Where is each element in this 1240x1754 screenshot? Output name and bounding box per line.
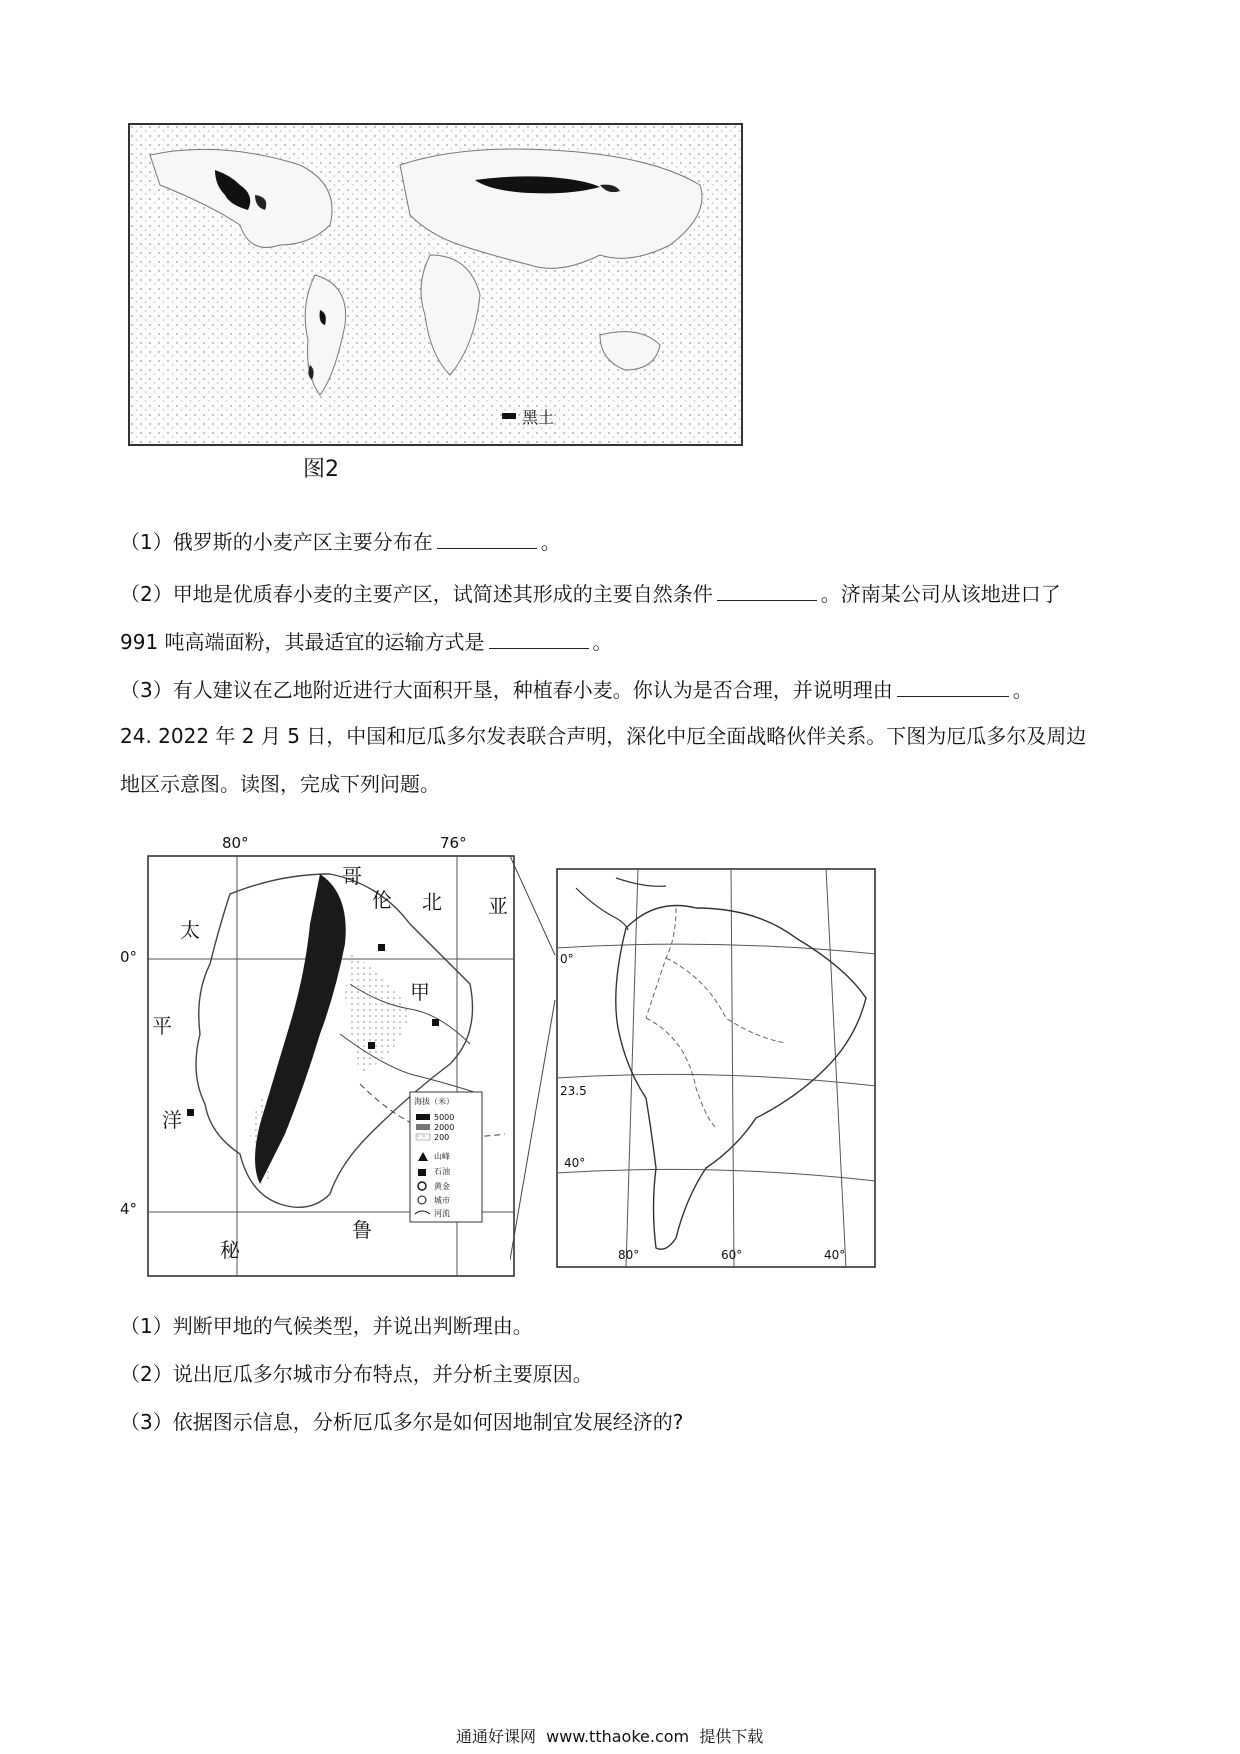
lon-label-80: 80° (222, 834, 249, 852)
q23-part2-mid: 。济南某公司从该地进口了 (820, 582, 1061, 606)
place-yang: 洋 (162, 1108, 182, 1132)
answer-blank[interactable] (897, 676, 1009, 697)
answer-blank[interactable] (717, 580, 817, 601)
q24-intro-line2: 地区示意图。读图，完成下列问题。 (120, 772, 440, 796)
legend-river: 河流 (434, 1209, 450, 1218)
sa-lon-40: 40° (824, 1248, 846, 1262)
lat-label-0: 0° (120, 948, 138, 966)
q23-part3-end: 。 (1012, 678, 1033, 702)
figure2-map (128, 123, 743, 446)
q23-part2-text: （2）甲地是优质春小麦的主要产区，试简述其形成的主要自然条件 (120, 582, 713, 606)
legend-oil: 石油 (434, 1167, 450, 1176)
legend-gold: 黄金 (434, 1182, 450, 1191)
sa-lat-23-5: 23.5 (560, 1084, 587, 1098)
place-tai: 太 (180, 918, 200, 942)
figure2-caption: 图2 (303, 457, 339, 482)
q23-part3-text: （3）有人建议在乙地附近进行大面积开垦，种植春小麦。你认为是否合理，并说明理由 (120, 678, 893, 702)
place-jia: 甲 (410, 980, 430, 1004)
q23-part3 (120, 676, 1033, 704)
place-lun: 伦 (372, 888, 392, 912)
place-lu: 鲁 (352, 1218, 372, 1242)
q24-part3: （3）依据图示信息，分析厄瓜多尔是如何因地制宜发展经济的? (120, 1410, 684, 1434)
legend-city: 城市 (434, 1196, 450, 1205)
ecuador-map-graphic (110, 834, 520, 1286)
q23-part2-line1 (120, 580, 1061, 608)
legend-200: 200 (434, 1133, 450, 1142)
answer-blank[interactable] (437, 528, 537, 549)
sa-lon-80: 80° (618, 1248, 640, 1262)
place-ping: 平 (152, 1014, 172, 1038)
answer-blank[interactable] (489, 628, 589, 649)
legend-peak: 山峰 (434, 1152, 450, 1161)
legend-title: 海拔（米） (414, 1097, 454, 1106)
south-america-map-graphic (556, 868, 876, 1268)
place-bi: 秘 (220, 1238, 240, 1262)
q24-part2: （2）说出厄瓜多尔城市分布特点，并分析主要原因。 (120, 1362, 593, 1386)
lon-label-76: 76° (440, 834, 467, 852)
place-bei: 北 (422, 890, 442, 914)
ecuador-map (110, 834, 520, 1286)
q23-part1-end: 。 (540, 530, 561, 554)
legend-5000: 5000 (434, 1113, 455, 1122)
sa-lon-60: 60° (721, 1248, 743, 1262)
q23-part2-line2-text: 991 吨高端面粉，其最适宜的运输方式是 (120, 630, 485, 654)
legend-2000: 2000 (434, 1123, 455, 1132)
world-map-graphic (130, 125, 741, 444)
sa-lat-0: 0° (560, 952, 574, 966)
page-footer: 通通好课网 www.tthaoke.com 提供下载 (456, 1727, 764, 1746)
lat-label-4: 4° (120, 1200, 138, 1218)
q24-part1: （1）判断甲地的气候类型，并说出判断理由。 (120, 1314, 533, 1338)
map-connector (510, 850, 560, 1270)
q23-part1 (120, 528, 561, 556)
sa-lat-40: 40° (564, 1156, 586, 1170)
figure2-legend-text: 黑土 (522, 408, 555, 427)
south-america-map (556, 868, 876, 1268)
q24-intro-line1: 24. 2022 年 2 月 5 日，中国和厄瓜多尔发表联合声明，深化中厄全面战略伙伴关系。下图为厄瓜多尔及周边 (120, 724, 1087, 748)
q23-part2-end: 。 (592, 630, 613, 654)
q23-part1-text: （1）俄罗斯的小麦产区主要分布在 (120, 530, 433, 554)
q23-part2-line2 (120, 628, 613, 656)
place-ya: 亚 (488, 894, 508, 918)
place-ge: 哥 (342, 864, 362, 888)
